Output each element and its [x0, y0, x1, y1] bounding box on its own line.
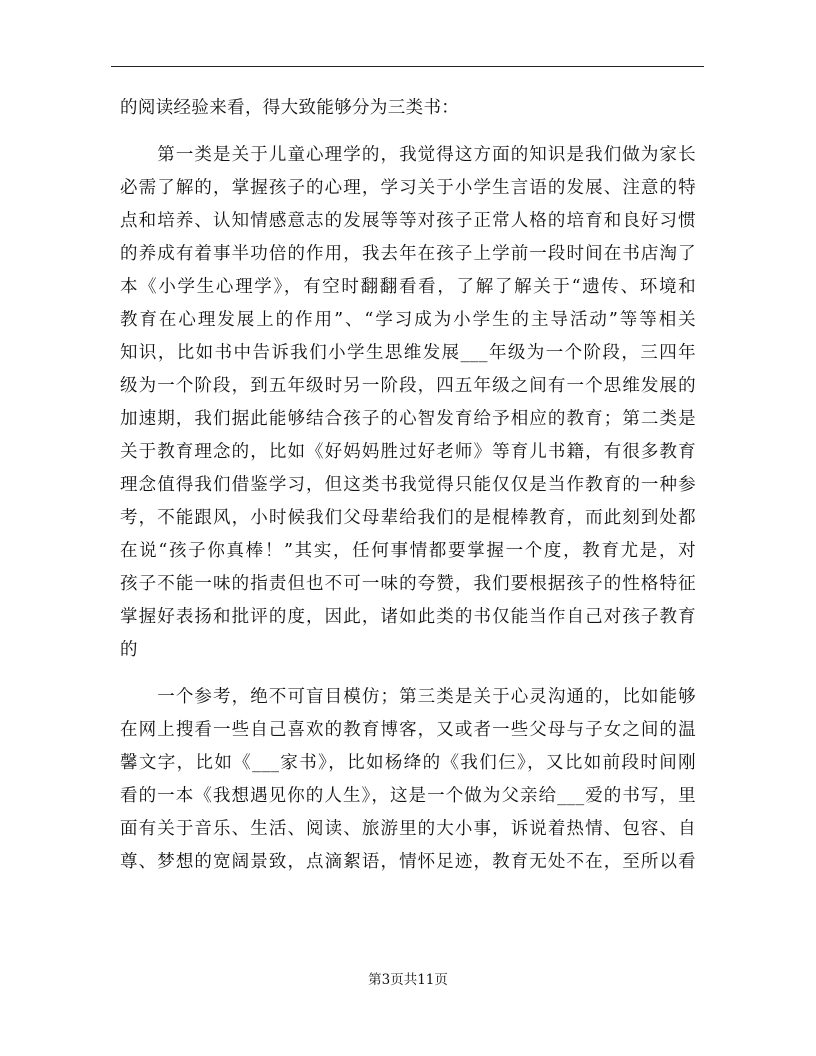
text-line: 的 — [120, 640, 138, 660]
text-line: 一个参考，绝不可盲目模仿；第三类是关于心灵沟通的，比如能够 — [120, 687, 696, 707]
text-line: 关于教育理念的，比如《好妈妈胜过好老师》等育儿书籍，有很多教育 — [120, 442, 696, 462]
text-line: 点和培养、认知情感意志的发展等等对孩子正常人格的培育和良好习惯 — [120, 211, 696, 231]
text-line: 看的一本《我想遇见你的人生》，这是一个做为父亲给___爱的书写，里 — [120, 786, 696, 806]
text-line: 考，不能跟风，小时候我们父母辈给我们的是棍棒教育，而此刻到处都 — [120, 508, 696, 528]
text-line: 孩子不能一味的指责但也不可一味的夸赞，我们要根据孩子的性格特征 — [120, 574, 696, 594]
text-line: 掌握好表扬和批评的度，因此，诸如此类的书仅能当作自己对孩子教育 — [120, 607, 696, 627]
text-line: 的阅读经验来看，得大致能够分为三类书： — [120, 98, 460, 118]
text-line: 在说“孩子你真棒！”其实，任何事情都要掌握一个度，教育尤是，对 — [120, 541, 696, 561]
text-line: 尊、梦想的宽阔景致，点滴絮语，情怀足迹，教育无处不在，至所以看 — [120, 852, 696, 872]
text-line: 的养成有着事半功倍的作用，我去年在孩子上学前一段时间在书店淘了 — [120, 244, 696, 264]
text-line: 加速期，我们据此能够结合孩子的心智发育给予相应的教育；第二类是 — [120, 409, 696, 429]
text-line: 面有关于音乐、生活、阅读、旅游里的大小事，诉说着热情、包容、自 — [120, 819, 696, 839]
text-line: 本《小学生心理学》，有空时翻翻看看，了解了解关于“遗传、环境和 — [120, 277, 696, 297]
text-line: 第一类是关于儿童心理学的，我觉得这方面的知识是我们做为家长 — [120, 145, 696, 165]
text-line: 级为一个阶段，到五年级时另一阶段，四五年级之间有一个思维发展的 — [120, 376, 696, 396]
text-line: 教育在心理发展上的作用”、“学习成为小学生的主导活动”等等相关 — [120, 310, 696, 330]
page-number: 第3页共11页 — [368, 972, 448, 988]
text-line: 馨文字，比如《___家书》，比如杨绛的《我们仨》，又比如前段时间刚 — [120, 753, 696, 773]
text-line: 知识，比如书中告诉我们小学生思维发展___年级为一个阶段，三四年 — [120, 343, 696, 363]
text-line: 理念值得我们借鉴学习，但这类书我觉得只能仅仅是当作教育的一种参 — [120, 475, 696, 495]
text-line: 必需了解的，掌握孩子的心理，学习关于小学生言语的发展、注意的特 — [120, 178, 696, 198]
header-rule — [111, 66, 704, 67]
text-line: 在网上搜看一些自己喜欢的教育博客，又或者一些父母与子女之间的温 — [120, 720, 696, 740]
